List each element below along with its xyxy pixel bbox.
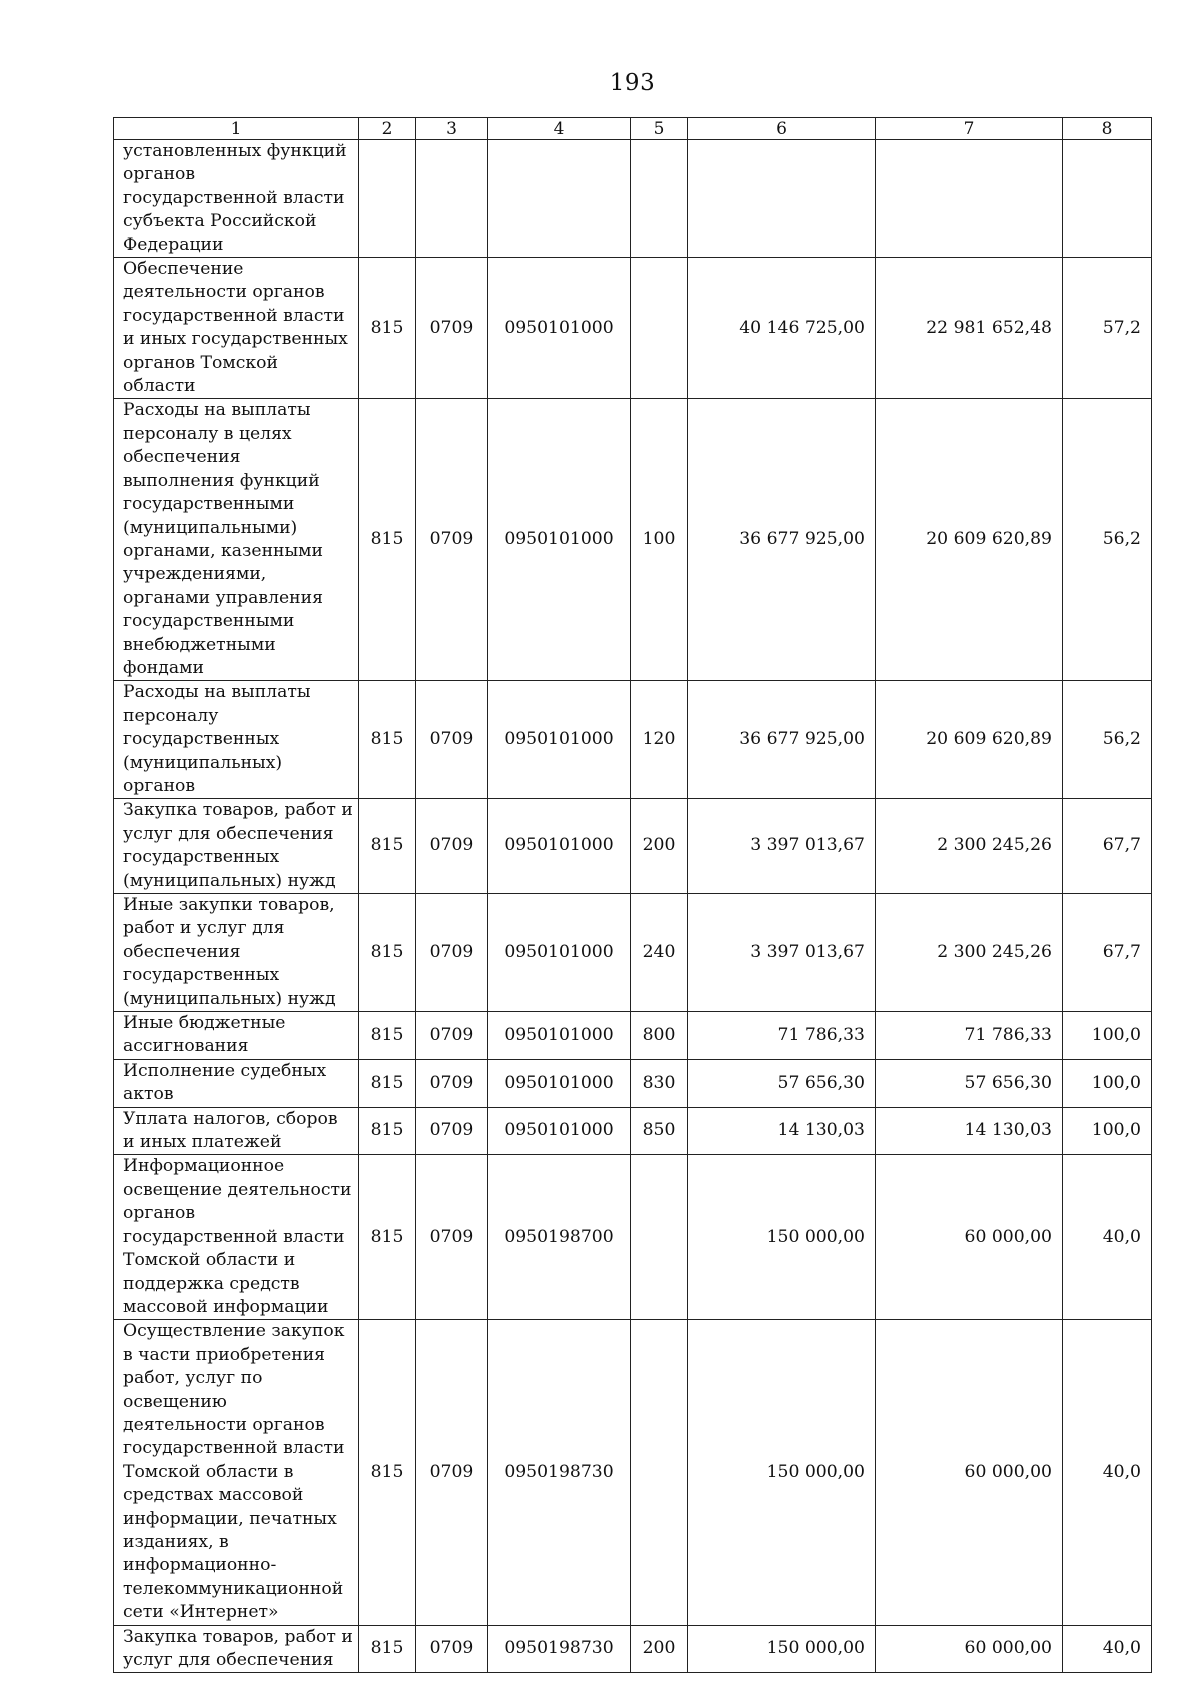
cell-section-code: 0709 bbox=[416, 894, 488, 1012]
cell-section-code: 0709 bbox=[416, 1107, 488, 1155]
cell-section-code: 0709 bbox=[416, 681, 488, 799]
cell-expense-type: 240 bbox=[631, 894, 688, 1012]
cell-admin-code bbox=[359, 140, 416, 258]
cell-approved-amount: 71 786,33 bbox=[688, 1012, 876, 1060]
cell-approved-amount: 3 397 013,67 bbox=[688, 799, 876, 894]
cell-approved-amount: 40 146 725,00 bbox=[688, 258, 876, 399]
row-name: Обеспечение деятельности органов государственной власти и иных государственных органов Томской области bbox=[114, 258, 359, 399]
row-name: Информационное освещение деятельности органов государственной власти Томской области и поддержка средств массовой информации bbox=[114, 1155, 359, 1320]
cell-approved-amount: 14 130,03 bbox=[688, 1107, 876, 1155]
column-header: 8 bbox=[1063, 118, 1152, 140]
cell-target-article: 0950101000 bbox=[488, 399, 631, 681]
row-name: Закупка товаров, работ и услуг для обеспечения bbox=[114, 1625, 359, 1673]
cell-target-article bbox=[488, 140, 631, 258]
column-header: 1 bbox=[114, 118, 359, 140]
cell-admin-code: 815 bbox=[359, 681, 416, 799]
column-header: 6 bbox=[688, 118, 876, 140]
cell-execution-percent: 56,2 bbox=[1063, 681, 1152, 799]
row-name: Исполнение судебных актов bbox=[114, 1059, 359, 1107]
cell-section-code: 0709 bbox=[416, 399, 488, 681]
table-header-row bbox=[114, 118, 1152, 140]
cell-execution-percent: 100,0 bbox=[1063, 1107, 1152, 1155]
row-name: Расходы на выплаты персоналу в целях обеспечения выполнения функций государственными (муниципальными) органами, казенными учреждениями, органами управления государственными внебюджетными фондами bbox=[114, 399, 359, 681]
cell-executed-amount: 2 300 245,26 bbox=[876, 894, 1063, 1012]
cell-target-article: 0950198730 bbox=[488, 1320, 631, 1625]
cell-approved-amount: 150 000,00 bbox=[688, 1155, 876, 1320]
cell-section-code: 0709 bbox=[416, 799, 488, 894]
cell-expense-type bbox=[631, 1320, 688, 1625]
table-row bbox=[114, 399, 1152, 681]
cell-approved-amount: 36 677 925,00 bbox=[688, 399, 876, 681]
table-row bbox=[114, 140, 1152, 258]
cell-section-code: 0709 bbox=[416, 1320, 488, 1625]
cell-section-code: 0709 bbox=[416, 1155, 488, 1320]
cell-execution-percent: 40,0 bbox=[1063, 1625, 1152, 1673]
cell-section-code: 0709 bbox=[416, 1059, 488, 1107]
cell-target-article: 0950101000 bbox=[488, 799, 631, 894]
cell-admin-code: 815 bbox=[359, 258, 416, 399]
cell-approved-amount: 150 000,00 bbox=[688, 1625, 876, 1673]
budget-table bbox=[113, 117, 1152, 1673]
row-name: Расходы на выплаты персоналу государственных (муниципальных) органов bbox=[114, 681, 359, 799]
cell-execution-percent: 56,2 bbox=[1063, 399, 1152, 681]
cell-approved-amount: 57 656,30 bbox=[688, 1059, 876, 1107]
column-header: 7 bbox=[876, 118, 1063, 140]
cell-target-article: 0950198730 bbox=[488, 1625, 631, 1673]
row-name: Закупка товаров, работ и услуг для обеспечения государственных (муниципальных) нужд bbox=[114, 799, 359, 894]
table-row bbox=[114, 1625, 1152, 1673]
cell-expense-type: 200 bbox=[631, 799, 688, 894]
cell-expense-type: 200 bbox=[631, 1625, 688, 1673]
cell-executed-amount: 14 130,03 bbox=[876, 1107, 1063, 1155]
cell-admin-code: 815 bbox=[359, 1107, 416, 1155]
cell-target-article: 0950101000 bbox=[488, 258, 631, 399]
cell-target-article: 0950101000 bbox=[488, 1059, 631, 1107]
cell-expense-type: 830 bbox=[631, 1059, 688, 1107]
cell-admin-code: 815 bbox=[359, 1059, 416, 1107]
table-row bbox=[114, 1320, 1152, 1625]
row-name: Уплата налогов, сборов и иных платежей bbox=[114, 1107, 359, 1155]
column-header: 4 bbox=[488, 118, 631, 140]
cell-section-code: 0709 bbox=[416, 1625, 488, 1673]
table-row bbox=[114, 1059, 1152, 1107]
table-row bbox=[114, 258, 1152, 399]
cell-expense-type bbox=[631, 1155, 688, 1320]
cell-admin-code: 815 bbox=[359, 894, 416, 1012]
cell-admin-code: 815 bbox=[359, 399, 416, 681]
row-name: Иные закупки товаров, работ и услуг для обеспечения государственных (муниципальных) нужд bbox=[114, 894, 359, 1012]
cell-section-code: 0709 bbox=[416, 1012, 488, 1060]
cell-admin-code: 815 bbox=[359, 1320, 416, 1625]
cell-execution-percent: 40,0 bbox=[1063, 1155, 1152, 1320]
cell-target-article: 0950101000 bbox=[488, 681, 631, 799]
cell-executed-amount bbox=[876, 140, 1063, 258]
column-header: 5 bbox=[631, 118, 688, 140]
table-row bbox=[114, 894, 1152, 1012]
cell-admin-code: 815 bbox=[359, 1155, 416, 1320]
cell-executed-amount: 57 656,30 bbox=[876, 1059, 1063, 1107]
row-name: Осуществление закупок в части приобретения работ, услуг по освещению деятельности органов государственной власти Томской области в средствах массовой информации, печатных изданиях, в информационно-телекоммуникационной сети «Интернет» bbox=[114, 1320, 359, 1625]
cell-execution-percent: 40,0 bbox=[1063, 1320, 1152, 1625]
cell-execution-percent: 57,2 bbox=[1063, 258, 1152, 399]
cell-expense-type: 850 bbox=[631, 1107, 688, 1155]
cell-target-article: 0950101000 bbox=[488, 894, 631, 1012]
row-name: Иные бюджетные ассигнования bbox=[114, 1012, 359, 1060]
cell-execution-percent bbox=[1063, 140, 1152, 258]
cell-expense-type: 120 bbox=[631, 681, 688, 799]
row-name: установленных функций органов государственной власти субъекта Российской Федерации bbox=[114, 140, 359, 258]
cell-executed-amount: 60 000,00 bbox=[876, 1625, 1063, 1673]
column-header: 2 bbox=[359, 118, 416, 140]
table-row bbox=[114, 799, 1152, 894]
table-row bbox=[114, 1107, 1152, 1155]
cell-executed-amount: 71 786,33 bbox=[876, 1012, 1063, 1060]
table-row bbox=[114, 1155, 1152, 1320]
cell-admin-code: 815 bbox=[359, 799, 416, 894]
cell-admin-code: 815 bbox=[359, 1012, 416, 1060]
cell-admin-code: 815 bbox=[359, 1625, 416, 1673]
cell-approved-amount: 150 000,00 bbox=[688, 1320, 876, 1625]
cell-section-code bbox=[416, 140, 488, 258]
cell-target-article: 0950101000 bbox=[488, 1107, 631, 1155]
cell-execution-percent: 67,7 bbox=[1063, 894, 1152, 1012]
cell-expense-type: 800 bbox=[631, 1012, 688, 1060]
cell-executed-amount: 20 609 620,89 bbox=[876, 399, 1063, 681]
cell-executed-amount: 2 300 245,26 bbox=[876, 799, 1063, 894]
column-header: 3 bbox=[416, 118, 488, 140]
cell-executed-amount: 60 000,00 bbox=[876, 1320, 1063, 1625]
table-row bbox=[114, 681, 1152, 799]
cell-executed-amount: 20 609 620,89 bbox=[876, 681, 1063, 799]
cell-expense-type: 100 bbox=[631, 399, 688, 681]
cell-expense-type bbox=[631, 140, 688, 258]
cell-execution-percent: 100,0 bbox=[1063, 1059, 1152, 1107]
cell-execution-percent: 67,7 bbox=[1063, 799, 1152, 894]
cell-target-article: 0950198700 bbox=[488, 1155, 631, 1320]
cell-section-code: 0709 bbox=[416, 258, 488, 399]
cell-executed-amount: 60 000,00 bbox=[876, 1155, 1063, 1320]
cell-approved-amount: 3 397 013,67 bbox=[688, 894, 876, 1012]
cell-approved-amount: 36 677 925,00 bbox=[688, 681, 876, 799]
page-number: 193 bbox=[609, 70, 656, 96]
table-row bbox=[114, 1012, 1152, 1060]
cell-approved-amount bbox=[688, 140, 876, 258]
cell-expense-type bbox=[631, 258, 688, 399]
cell-execution-percent: 100,0 bbox=[1063, 1012, 1152, 1060]
cell-target-article: 0950101000 bbox=[488, 1012, 631, 1060]
cell-executed-amount: 22 981 652,48 bbox=[876, 258, 1063, 399]
